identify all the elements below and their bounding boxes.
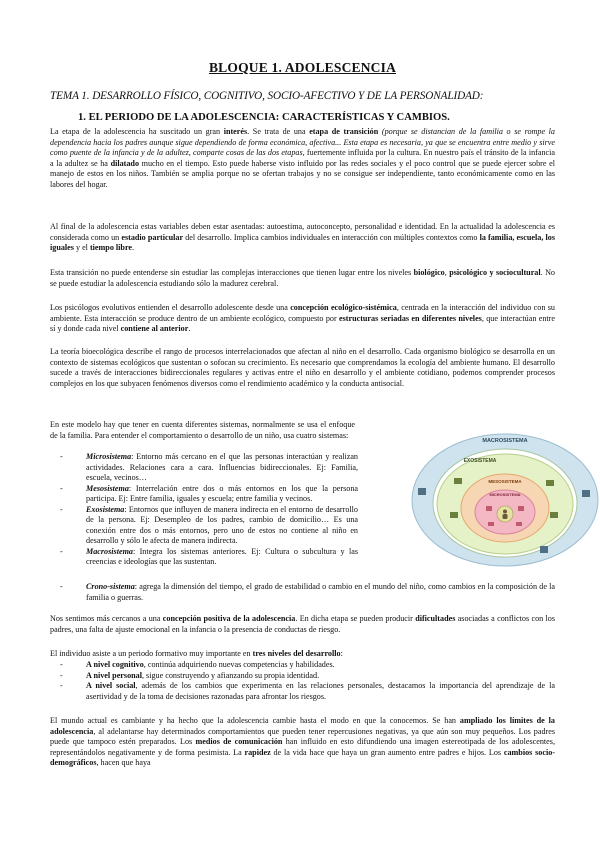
list-item: - A nivel social, además de los cambios que experimenta en las relaciones personales, destacamos la importancia del aprendizaje de la asertividad y de la toma de decisiones razonadas para afrontar los riesgos. (50, 681, 555, 702)
services-icon (450, 512, 458, 518)
mesosystem-label: MESOSISTEMA (488, 479, 522, 484)
chronosystem-list (50, 582, 555, 603)
levels-list (50, 660, 555, 702)
macrosystem-label: MACROSISTEMA (482, 438, 528, 444)
paragraph-3: Esta transición no puede entenderse sin estudiar las complejas interacciones que tienen lugar entre los niveles biológico, psicológico y sociocultural. No se puede estudiar la adolescencia estudiando sólo la madurez cerebral. (50, 268, 555, 288)
ideology-icon (582, 490, 590, 497)
person-icon (503, 510, 507, 514)
list-item: - Macrosistema: Integra los sistemas anteriores. Ej: Cultura o subcultura y las creencias e ideologías que las sustentan. (50, 547, 358, 568)
page-title: BLOQUE 1. ADOLESCENCIA (208, 60, 397, 75)
community-icon (550, 512, 558, 518)
workplace-icon (454, 478, 462, 484)
ecological-systems-diagram (410, 428, 600, 568)
paragraph-7: Nos sentimos más cercanos a una concepción positiva de la adolescencia. En dicha etapa se pueden producir dificultades asociadas a conflictos con los padres, una falta de ajuste emocional en la infancia o la presencia de conductas de riesgo. (50, 614, 556, 634)
paragraph-2: Al final de la adolescencia estas variables deben estar asentadas: autoestima, autoconcepto, personalidad e identidad. En la actualidad la adolescencia es considerada como un estadio particular del desarrollo. Implica cambios individuales en interacción con múltiples contextos como la familia, escuela, los iguales y el tiempo libre. (50, 222, 555, 252)
culture-icon (418, 488, 426, 495)
section-heading: 1. EL PERIODO DE LA ADOLESCENCIA: CARACTERÍSTICAS Y CAMBIOS. (78, 112, 450, 123)
policy-icon (540, 546, 548, 553)
paragraph-1: La etapa de la adolescencia ha suscitado un gran interés. Se trata de una etapa de transición (porque se distancian de la familia o se rompe la dependencia hacia los padres aunque sigue dependiendo de forma económica, afectiva... Esta etapa es necesaria, ya que se encuentra entre medio y sirve como puente de la infancia y de la adultez, comparte cosas de las dos etapas, fuertemente influida por la cultura. En nuestro país el tránsito de la infancia a la adultez se ha dilatado mucho en el tiempo. Esto puede haberse visto influido por las redes sociales y el poco control que se puede ejercer sobre el manejo de estos en los niños. También se amplia porque no se ofertan trabajos y no se consigue ser independiente, tanto económicamente como en las labores del hogar. (50, 127, 555, 189)
list-item: - Exosistema: Entornos que influyen de manera indirecta en el entorno de desarrollo de la persona. Ej: Desempleo de los padres, cambio de domicilio… Es una conexión entre dos o más entornos, pero uno de estos no contiene al niño en desarrollo y sólo le afecta de manera indirecta. (50, 505, 358, 547)
list-item: - Microsistema: Entorno más cercano en el que las personas interactúan y realizan actividades. Relaciones cara a cara. Influencias bidireccionales. Ej: Familia, escuela, vecinos… (50, 452, 358, 484)
school-icon (518, 506, 524, 511)
media-icon (546, 480, 554, 486)
list-item: - A nivel cognitivo, continúa adquiriendo nuevas competencias y habilidades. (50, 660, 555, 671)
exosystem-label: EXOSISTEMA (463, 458, 497, 464)
list-item: - A nivel personal, sigue construyendo y afianzando su propia identidad. (50, 671, 555, 682)
paragraph-4: Los psicólogos evolutivos entienden el desarrollo adolescente desde una concepción ecológico-sistémica, centrada en la interacción del individuo con su ambiente. Esta interacción se produce dentro de un ambiente ecológico, compuesto por estructuras seriadas en diferentes niveles, que interactúan entre sí y donde cada nivel contiene al anterior. (50, 303, 555, 333)
systems-list (50, 452, 358, 568)
list-item: - Mesosistema: Interrelación entre dos o más entornos en los que la persona participa. Ej: Entre familia, iguales y escuela; entre familia y vecinos. (50, 484, 358, 505)
microsystem-label: MICROSISTEMA (489, 492, 521, 497)
peers-icon (488, 522, 494, 526)
topic-heading: TEMA 1. DESARROLLO FÍSICO, COGNITIVO, SOCIO-AFECTIVO Y DE LA PERSONALIDAD: (50, 90, 484, 102)
paragraph-6: En este modelo hay que tener en cuenta diferentes sistemas, normalmente se usa el enfoque de la familia. Para entender el comportamiento o desarrollo de un niño, usa cuatro sistemas: (50, 420, 355, 440)
family-icon (486, 506, 492, 511)
list-item: - Crono-sistema: agrega la dimensión del tiempo, el grado de estabilidad o cambio en el mundo del niño, como cambios en la composición de la familia o guerras. (50, 582, 555, 603)
paragraph-9: El mundo actual es cambiante y ha hecho que la adolescencia cambie hasta el modo en que la conocemos. Se han ampliado los límites de la adolescencia, al adelantarse hay determinados comportamientos que pueden tener repercusiones negativas, ya que aún son muy pequeños. Los padres puede que tampoco estén preparados. Los medios de comunicación han influido en esto difundiendo una imagen estereotipada de los adolescentes, representándolos negativamente y de forma pesimista. La rapidez de la vida hace que haya un gran aumento entre padres e hijos. Los cambios socio-demográficos, hacen que haya (50, 716, 555, 767)
neighbors-icon (516, 522, 522, 526)
paragraph-8: El individuo asiste a un periodo formativo muy importante en tres niveles del desarrollo: (50, 649, 343, 658)
paragraph-5: La teoría bioecológica describe el rango de procesos interrelacionados que afectan al niño en el desarrollo. Cada organismo biológico se desarrolla en un contexto de sistemas ecológicos que sustentan o sofocan su crecimiento. Es necesario que comprendamos la ecología del ambiente humano. El desarrollo sucede a través de interacciones bidireccionales regulares y activas entre el niño en desarrollo y el ambiente cotidiano, podemos comprender procesos complejos en los que subyacen fenómenos diversos como el rendimiento académico y la conducta antisocial. (50, 347, 555, 388)
